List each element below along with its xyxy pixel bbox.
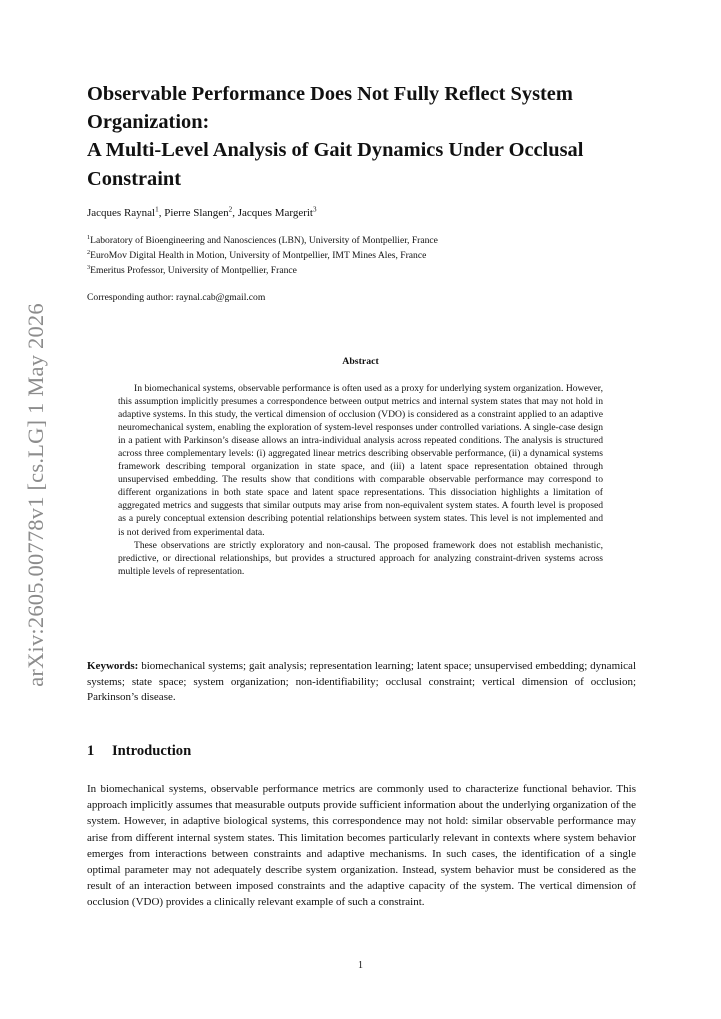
abstract-paragraph: These observations are strictly exploratory and non-causal. The proposed framework does not establish mechanistic, predictive, or directional relationships, but provides a structured approach for analyzing constraint-driven systems across multiple levels of representation. xyxy=(118,539,603,577)
author-list xyxy=(87,206,636,220)
author-name: Jacques Raynal xyxy=(87,207,156,219)
keywords-text: biomechanical systems; gait analysis; representation learning; latent space; unsupervised embedding; dynamical systems; state space; system organization; non-identifiability; occlusal constraint; vertical dimension of occlusion; Parkinson’s disease. xyxy=(87,660,636,704)
title-line: Organization: xyxy=(87,111,210,134)
affiliation-mark: 3 xyxy=(87,264,91,272)
author-affil-mark: 1 xyxy=(155,205,159,214)
page-number: 1 xyxy=(358,960,363,971)
affiliation-text: Emeritus Professor, University of Montpellier, France xyxy=(90,265,297,277)
affiliation-list xyxy=(87,233,636,279)
affiliation xyxy=(87,233,636,248)
section-heading xyxy=(87,742,636,760)
title-line: A Multi-Level Analysis of Gait Dynamics Under Occlusal xyxy=(87,139,584,162)
abstract-paragraph: In biomechanical systems, observable performance is often used as a proxy for underlying system organization. However, this assumption implicitly presumes a correspondence between output metrics and internal system states that may not hold in adaptive systems. In this study, the vertical dimension of occlusion (VDO) is considered as a constraint applied to an adaptive neuromechanical system, enabling the exploration of system-level responses under controlled variations. A single-case design in a patient with Parkinson’s disease allows an intra-individual analysis across repeated conditions. The analysis is structured across three complementary levels: (i) aggregated linear metrics describing observable performance, (ii) a dynamical systems framework describing temporal organization in state space, and (iii) a latent space representation obtained through unsupervised embedding. The results show that conditions with comparable observable performance may correspond to different organizations in both state space and latent space representations. This dissociation highlights a limitation of aggregated metrics and suggests that similar outputs may arise from non-equivalent system states. A fourth level is proposed as a purely conceptual extension describing potential relationships between system states. This level is not implemented and is not derived from experimental data. xyxy=(118,383,603,538)
section-number: 1 xyxy=(87,743,95,759)
paper-title xyxy=(87,80,636,193)
affiliation xyxy=(87,263,636,278)
section-title: Introduction xyxy=(112,743,192,759)
arxiv-identifier: arXiv:2605.00778v1 [cs.LG] 1 May 2026 xyxy=(23,303,48,687)
title-line: Constraint xyxy=(87,167,182,190)
author-separator: , xyxy=(232,207,238,219)
abstract-body xyxy=(118,382,603,578)
title-line: Observable Performance Does Not Fully Reflect System xyxy=(87,83,573,105)
affiliation-text: EuroMov Digital Health in Motion, University of Montpellier, IMT Mines Ales, France xyxy=(90,250,427,262)
affiliation-mark: 2 xyxy=(87,249,91,257)
corresponding-author: Corresponding author: raynal.cab@gmail.com xyxy=(87,292,266,303)
abstract-heading: Abstract xyxy=(342,356,379,367)
affiliation xyxy=(87,248,636,263)
author-affil-mark: 2 xyxy=(228,205,233,214)
author-name: Pierre Slangen xyxy=(164,207,229,219)
affiliation-mark: 1 xyxy=(87,233,91,241)
keywords xyxy=(87,659,636,706)
author-name: Jacques Margerit xyxy=(237,207,313,219)
author-separator: , xyxy=(158,207,165,219)
affiliation-text: Laboratory of Bioengineering and Nanosciences (LBN), University of Montpellier, France xyxy=(90,235,438,246)
intro-paragraph: In biomechanical systems, observable performance metrics are commonly used to characterize functional behavior. This approach implicitly assumes that measurable outputs provide sufficient information about the underlying organization of the system. However, in adaptive biological systems, this correspondence may not hold: similar observable performance may arise from different internal system states. This limitation becomes particularly relevant in contexts where system behavior emerges from interactions between constraints and adaptive mechanisms. In such cases, the identification of a single optimal parameter may not adequately describe system organization. Instead, system behavior must be considered as the result of an interaction between imposed constraints and the adaptive capacity of the system. The vertical dimension of occlusion (VDO) provides a clinically relevant example of such a constraint. xyxy=(87,783,636,909)
author-affil-mark: 3 xyxy=(312,205,317,214)
keywords-label: Keywords: xyxy=(87,660,139,672)
